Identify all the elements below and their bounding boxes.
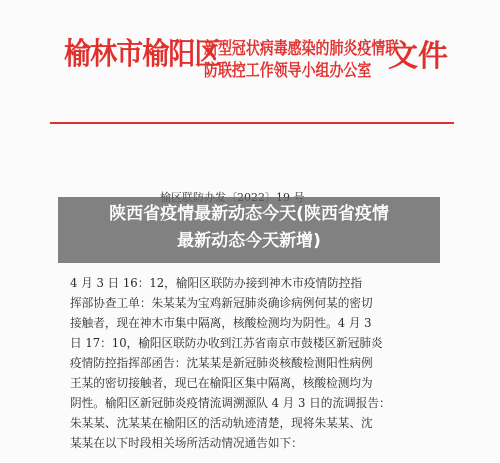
headline-line1: 陕西省疫情最新动态今天(陕西省疫情 (109, 204, 389, 224)
issuing-org-name: 榆林市榆阳区 (64, 37, 221, 72)
issuing-org-subtitle-line1: 新型冠状病毒感染的肺炎疫情联 (204, 39, 400, 59)
body-line: 某某在以下时段相关场所活动情况通告如下： (70, 436, 303, 450)
body-line: 日 17：10，榆阳区联防办收到江苏省南京市鼓楼区新冠肺炎 (70, 336, 383, 350)
body-line: 朱某某、沈某某在榆阳区的活动轨迹清楚，现将朱某某、沈 (70, 416, 373, 430)
body-line: 挥部协查工单：朱某某为宝鸡新冠肺炎确诊病例何某的密切 (70, 296, 373, 310)
body-line: 阴性。榆阳区新冠肺炎疫情流调溯源队 4 月 3 日的流调报告： (70, 396, 391, 410)
header-red-rule (50, 122, 454, 124)
body-line: 王某的密切接触者，现已在榆阳区集中隔离，核酸检测均为 (70, 376, 373, 390)
body-line: 接触者，现在神木市集中隔离，核酸检测均为阴性。4 月 3 (70, 316, 372, 330)
body-line: 疫情防控指挥部函告：沈某某是新冠肺炎核酸检测阳性病例 (70, 356, 373, 370)
document-type-label: 文件 (388, 39, 448, 74)
issuing-org-subtitle-line2: 防联控工作领导小组办公室 (204, 61, 372, 81)
body-line: 4 月 3 日 16：12，榆阳区联防办接到神木市疫情防控指 (70, 276, 363, 290)
headline-overlay (58, 197, 440, 263)
issuing-org-subtitle (204, 38, 400, 82)
headline-line2: 最新动态今天新增) (177, 231, 321, 251)
document-body (70, 273, 450, 453)
